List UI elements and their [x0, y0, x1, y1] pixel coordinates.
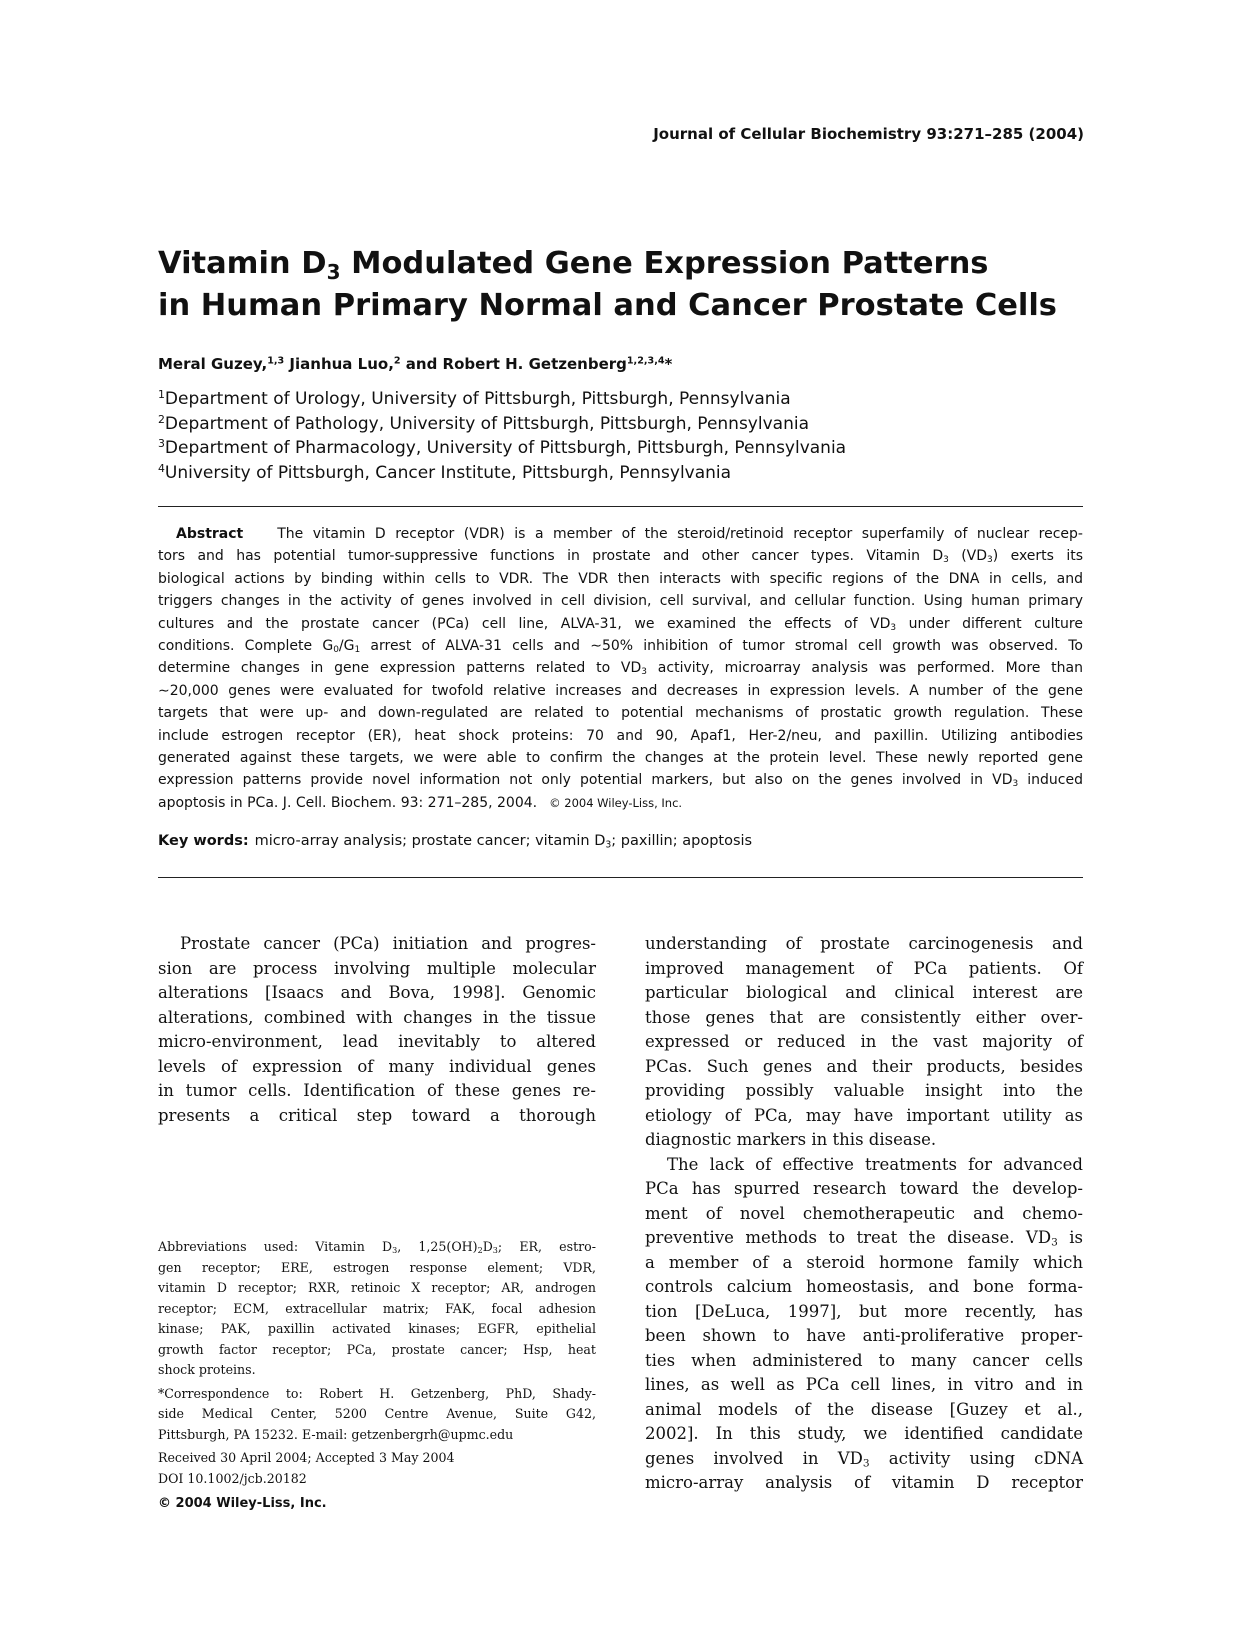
footnote-line: receptor; ECM, extracellular matrix; FAK, focal adhesion [158, 1300, 596, 1316]
affiliation: $^1$Department of Urology, University of Pittsburgh, Pittsburgh, Pennsylvania [158, 388, 791, 409]
body-line: been shown to have anti-proliferative proper- [645, 1326, 1083, 1345]
abstract-line: targets that were up- and down-regulated are related to potential mechanisms of prostatic growth regulation. These [158, 705, 1083, 722]
abstract-line: expression patterns provide novel information not only potential markers, but also on the genes involved in $VD_3$ induced [158, 772, 1083, 790]
abstract-line: apoptosis in PCa. J. Cell. Biochem. 93: 271–285, 2004. © 2004 Wiley-Liss, Inc. [158, 794, 683, 811]
body-line: levels of expression of many individual genes [158, 1056, 596, 1076]
abstract-line: cultures and the prostate cancer (PCa) cell line, ALVA-31, we examined the effects of $VD_3$ under different culture [158, 615, 1083, 633]
abstract-line: ∼20,000 genes were evaluated for twofold relative increases and decreases in expression levels. A number of the gene [158, 682, 1083, 699]
journal-citation: Journal of Cellular Biochemistry 93:271–285 (2004) [653, 125, 1084, 143]
body-line: those genes that are consistently either over- [645, 1007, 1083, 1027]
body-line: understanding of prostate carcinogenesis and [645, 934, 1083, 953]
body-line: in tumor cells. Identification of these genes re- [158, 1081, 596, 1100]
footnote-line: gen receptor; ERE, estrogen response element; VDR, [158, 1259, 596, 1275]
body-line: micro-array analysis of vitamin D receptor [645, 1473, 1083, 1492]
body-line: etiology of PCa, may have important utility as [645, 1105, 1083, 1125]
body-column-right [645, 932, 1083, 1496]
article-title [158, 243, 1057, 327]
body-line: a member of a steroid hormone family which [645, 1252, 1083, 1272]
abstract-bottom-divider [158, 877, 1083, 878]
body-line: 2002]. In this study, we identified candidate [645, 1424, 1083, 1443]
body-line: animal models of the disease [Guzey et al., [645, 1399, 1083, 1419]
abstract-line: biological actions by binding within cells to VDR. The VDR then interacts with specific regions of the DNA in cells, and [158, 570, 1083, 587]
body-line: micro-environment, lead inevitably to altered [158, 1032, 596, 1051]
affiliation: $^2$Department of Pathology, University of Pittsburgh, Pittsburgh, Pennsylvania [158, 412, 809, 434]
body-line: genes involved in $VD_3$ activity using cDNA [645, 1448, 1083, 1470]
body-line: PCa has spurred research toward the develop- [645, 1179, 1083, 1198]
body-line: tion [DeLuca, 1997], but more recently, has [645, 1301, 1083, 1321]
body-line: alterations [Isaacs and Bova, 1998]. Genomic [158, 983, 596, 1002]
footnotes [158, 1237, 596, 1515]
author-3: and Robert H. Getzenberg$^{1,2,3,4}$* [400, 355, 673, 373]
footnote-line: kinase; PAK, paxillin activated kinases; EGFR, epithelial [158, 1321, 596, 1336]
correspondence-line: side Medical Center, 5200 Centre Avenue, Suite G42, [158, 1406, 596, 1421]
abstract-top-divider [158, 506, 1083, 507]
body-line: diagnostic markers in this disease. [645, 1130, 937, 1149]
body-line: improved management of PCa patients. Of [645, 958, 1083, 978]
correspondence-email[interactable]: Pittsburgh, PA 15232. E-mail: getzenbergrh@upmc.edu [158, 1426, 514, 1442]
body-line: providing possibly valuable insight into the [645, 1081, 1083, 1100]
body-line: alterations, combined with changes in the tissue [158, 1007, 596, 1027]
body-line: lines, as well as PCa cell lines, in vitro and in [645, 1375, 1083, 1394]
affiliations [158, 387, 846, 485]
abstract-line: include estrogen receptor (ER), heat shock proteins: 70 and 90, Apaf1, Her-2/neu, and paxillin. Utilizing antibodies [158, 727, 1083, 744]
body-line: ment of novel chemotherapeutic and chemo- [645, 1203, 1083, 1223]
title-line-2: in Human Primary Normal and Cancer Prostate Cells [158, 288, 1057, 323]
received-date: Received 30 April 2004; Accepted 3 May 2004 [158, 1450, 455, 1465]
abstract-line: conditions. Complete $G_0/G_1$ arrest of ALVA-31 cells and ∼50% inhibition of tumor stromal cell growth was observed. To [158, 638, 1083, 656]
affiliation: $^3$Department of Pharmacology, University of Pittsburgh, Pittsburgh, Pennsylvania [158, 437, 847, 458]
footnote-line: vitamin D receptor; RXR, retinoic X receptor; AR, androgen [158, 1280, 596, 1295]
body-line: sion are process involving multiple molecular [158, 958, 596, 978]
abstract-line: generated against these targets, we were able to confirm the changes at the protein level. These newly reported gene [158, 750, 1083, 767]
footnote-line: Abbreviations used: Vitamin $D_3$, $1,25(OH)_2D_3$; ER, estro- [158, 1239, 597, 1256]
author-2: Jianhua Luo,$^2$ [284, 355, 401, 373]
title-line-1: Vitamin D3 Modulated Gene Expression Patterns [158, 246, 989, 284]
abstract-line: triggers changes in the activity of genes involved in cell division, cell survival, and cellular function. Using human primary [158, 593, 1083, 610]
abstract-line: Abstract The vitamin D receptor (VDR) is a member of the steroid/retinoid receptor superfamily of nuclear recep- [176, 526, 1083, 542]
body-column-left [158, 932, 596, 1128]
body-line: ties when administered to many cancer cells [645, 1350, 1083, 1370]
body-line: expressed or reduced in the vast majority of [645, 1032, 1083, 1051]
doi[interactable]: DOI 10.1002/jcb.20182 [158, 1470, 307, 1486]
body-line: presents a critical step toward a thorough [158, 1105, 596, 1125]
affiliation: $^4$University of Pittsburgh, Cancer Institute, Pittsburgh, Pennsylvania [158, 461, 732, 483]
author-1: Meral Guzey,$^{1,3}$ [158, 355, 285, 373]
abstract-copyright: © 2004 Wiley-Liss, Inc. [549, 795, 683, 810]
correspondence-line: *Correspondence to: Robert H. Getzenberg, PhD, Shady- [158, 1385, 596, 1401]
footnote-line: growth factor receptor; PCa, prostate cancer; Hsp, heat [158, 1341, 596, 1357]
keywords-label: Key words: [158, 833, 249, 849]
abstract-label: Abstract [176, 526, 244, 542]
body-line: The lack of effective treatments for advanced [667, 1154, 1083, 1174]
body-line: preventive methods to treat the disease. $VD_3$ is [645, 1228, 1084, 1249]
author-list [158, 355, 672, 373]
abstract-line: tors and has potential tumor-suppressive functions in prostate and other cancer types. Vitamin $D_3$ $(VD_3)$ exerts its [158, 548, 1083, 566]
body-line: Prostate cancer (PCa) initiation and progres- [180, 934, 596, 953]
body-line: controls calcium homeostasis, and bone forma- [645, 1277, 1083, 1296]
keywords: Key words: micro-array analysis; prostate cancer; vitamin $D_3$; paxillin; apoptosis [158, 833, 753, 851]
abstract [158, 523, 1083, 814]
body-line: particular biological and clinical interest are [645, 983, 1083, 1002]
abstract-line: determine changes in gene expression patterns related to $VD_3$ activity, microarray analysis was performed. More than [158, 660, 1083, 678]
copyright-notice: © 2004 Wiley-Liss, Inc. [158, 1496, 327, 1511]
body-line: PCas. Such genes and their products, besides [645, 1056, 1083, 1076]
footnote-line: shock proteins. [158, 1362, 256, 1377]
